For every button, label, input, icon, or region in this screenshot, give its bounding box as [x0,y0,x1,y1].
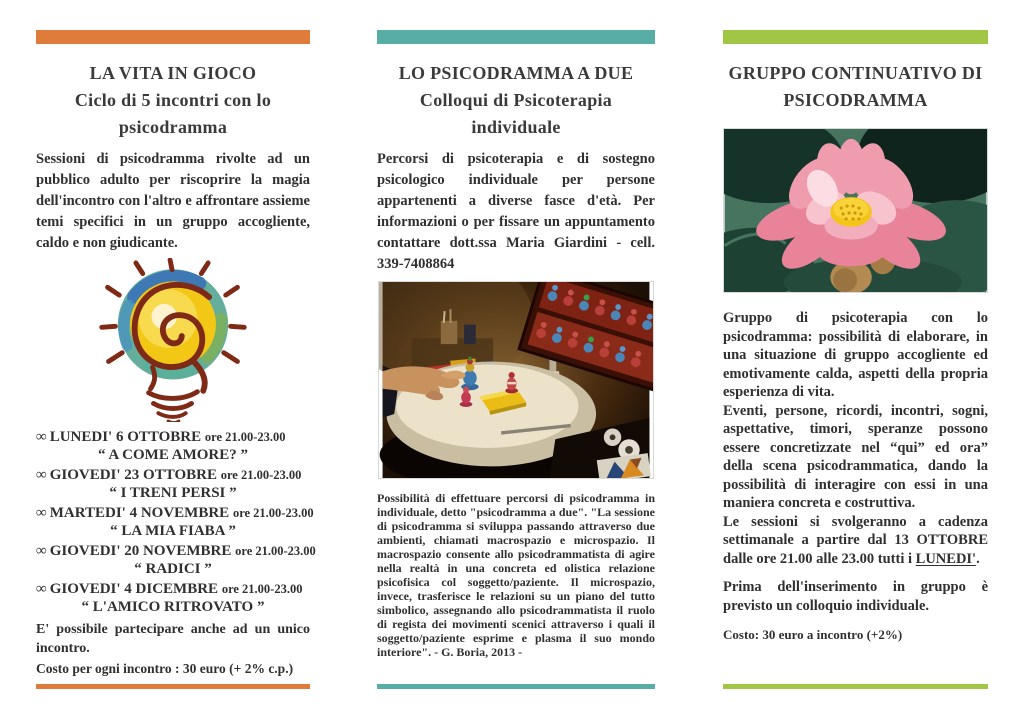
event-theme: “ A COME AMORE? ” [97,447,248,463]
green-accent-bar-top [723,30,988,44]
sessions-period: . [976,550,980,567]
event-date: GIOVEDI' 4 DICEMBRE [49,581,219,597]
panel-psicodramma-a-due [377,30,655,659]
event-date: LUNEDI' 6 OTTOBRE [49,429,202,445]
panel-title [723,60,988,114]
title-line: LA VITA IN GIOCO [89,63,257,83]
event-item [36,542,316,578]
orange-accent-bar-top [36,30,310,44]
panel-gruppo-continuativo [723,30,988,644]
title-line: individuale [471,117,561,137]
infinity-bullet-icon: ∞ [36,505,47,521]
event-date: MARTEDI' 4 NOVEMBRE [49,505,230,521]
event-item [36,504,314,540]
event-theme: “ RADICI ” [134,561,212,577]
lightbulb-spiral-illustration [36,258,310,422]
cost-per-session: Costo: 30 euro a incontro (+2%) [723,627,903,642]
title-line: GRUPPO CONTINUATIVO DI [728,63,983,83]
infinity-bullet-icon: ∞ [36,543,47,559]
event-theme: “ L'AMICO RITROVATO ” [81,599,265,615]
event-item [36,466,310,502]
lotus-photo-svg [723,128,988,293]
infinity-bullet-icon: ∞ [36,429,47,445]
sessions-schedule [723,513,988,569]
event-time: ore 21.00-23.00 [235,544,316,558]
infinity-bullet-icon: ∞ [36,467,47,483]
sessions-text: Le sessioni si svolgeranno a cadenza settimanale a partire dal 13 OTTOBRE dalle ore 21.00 alle 23.00 tutti i [723,513,988,567]
infinity-bullet-icon: ∞ [36,581,47,597]
psychodrama-table-photo [377,281,655,479]
intro-paragraph: Percorsi di psicoterapia e di sostegno psicologico individuale per persone appartenenti a diverse fasce d'età. Per informazioni o per fissare un appuntamento contattare dott.ssa Maria Giardini - cell. 339-7408864 [377,151,655,272]
group-paragraph-1: Gruppo di psicoterapia con lo psicodramma: possibilità di elaborare, in una situazione di gruppo accogliente ed emotivamente calda, aspetti della propria esperienza di vita. [723,310,988,400]
title-line: LO PSICODRAMMA A DUE [398,63,634,83]
psychodrama-photo-svg [378,281,654,479]
event-theme: “ I TRENI PERSI ” [109,485,237,501]
title-line: psicodramma [118,117,228,137]
teal-accent-bar-bottom [377,684,655,689]
intro-paragraph: Sessioni di psicodramma rivolte ad un pubblico adulto per riscoprire la magia dell'incontro con l'altro e affrontare assieme temi specifici in un gruppo accogliente, caldo e non giudicante. [36,151,310,251]
teal-accent-bar-top [377,30,655,44]
panel-title [377,60,655,141]
event-theme: “ LA MIA FIABA ” [110,523,236,539]
panel-la-vita-in-gioco [36,30,316,678]
title-line: Colloqui di Psicoterapia [419,90,613,110]
title-line: PSICODRAMMA [783,90,928,110]
lotus-flower-photo [723,128,988,293]
event-date: GIOVEDI' 23 OTTOBRE [49,467,217,483]
group-paragraph-2: Eventi, persone, ricordi, incontri, sogni, aspettative, timori, speranze possono essere concretizzate nel “qui” ed ora” della scena psicodrammatica, dando la possibilità di interagire con essi in una maniera concreta e costruttiva. [723,402,988,511]
event-time: ore 21.00-23.00 [232,506,314,520]
photo-caption-quote: Possibilità di effettuare percorsi di psicodramma in individuale, detto "psicodramma a due". "La sessione di psicodramma si sviluppa passando attraverso due ambienti, chiamati macrospazio e microspazio. Il macrospazio consente allo psicodrammatista di agire nella realtà in una concreta ed olistica relazione psicofisica col soggetto/paziente. Il microspazio, invece, trasferisce le relazioni su un piano del tutto simbolico, assegnando allo psicodrammatista il ruolo di regista dei movimenti scenici attraverso i quali il soggetto/paziente esprime e plasma il suo mondo interiore". - G. Boria, 2013 - [377,491,655,659]
intake-interview-note: Prima dell'inserimento in gruppo è previsto un colloquio individuale. [723,579,988,614]
title-line: Ciclo di 5 incontri con lo [74,90,272,110]
green-accent-bar-bottom [723,684,988,689]
event-item [36,428,310,464]
event-item [36,580,310,616]
panel-title [36,60,310,141]
cost-per-session: Costo per ogni incontro : 30 euro (+ 2% c.p.) [36,661,294,676]
single-session-note: E' possibile partecipare anche ad un unico incontro. [36,622,310,656]
lightbulb-illustration-svg [90,258,256,422]
event-time: ore 21.00-23.00 [221,582,303,596]
events-list [36,428,316,616]
sessions-day-underlined: LUNEDI' [915,550,977,567]
group-description [723,309,988,513]
orange-accent-bar-bottom [36,684,310,689]
event-time: ore 21.00-23.00 [220,468,302,482]
event-time: ore 21.00-23.00 [204,430,286,444]
event-date: GIOVEDI' 20 NOVEMBRE [49,543,232,559]
